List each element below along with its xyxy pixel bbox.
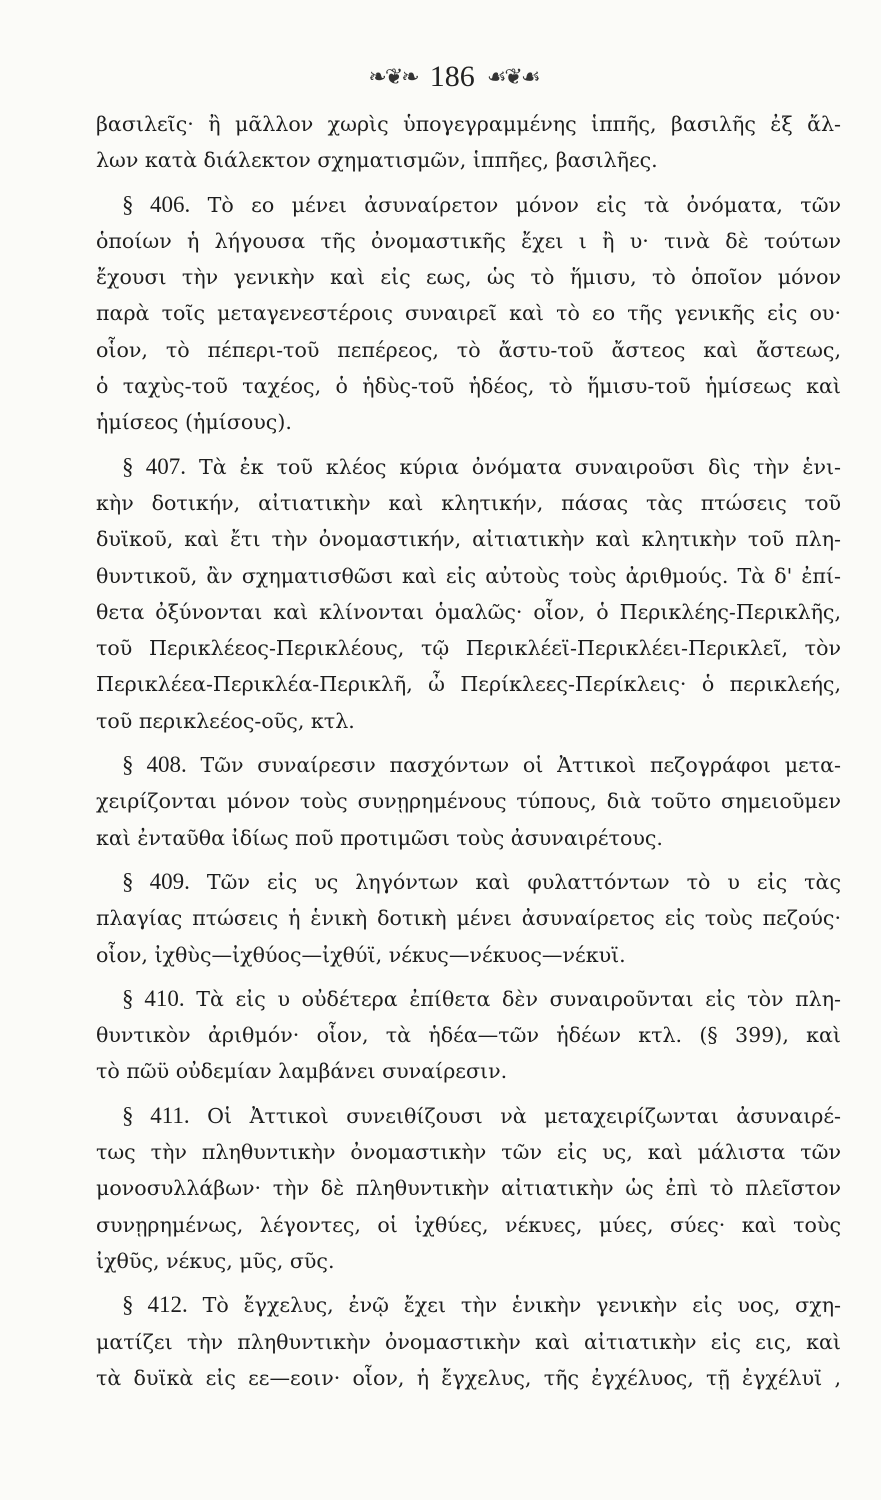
line-text: τοῦ Περικλέεος-Περικλέους, τῷ Περικλέεϊ-Περικλέει-Περικλεῖ, τὸν [96,636,841,661]
paragraph [96,747,841,856]
paragraph-gap [96,856,841,864]
body-text [96,106,841,1396]
paragraph [96,864,841,973]
line-text: ὁ ταχὺς-τοῦ ταχέος, ὁ ἡδὺς-τοῦ ἡδέος, τὸ ἥμισυ-τοῦ ἡμίσεως καὶ [96,374,841,399]
text-line [96,864,841,900]
line-text: τὸ πῶϋ οὐδεμίαν λαμβάνει συναίρεσιν. [96,1059,508,1084]
line-text: Τῶν εἰς υς ληγόντων καὶ φυλαττόντων τὸ υ εἰς τὰς [206,869,841,894]
line-text: βασιλεῖς· ἢ μᾶλλον χωρὶς ὑπογεγραμμένης ἱππῆς, βασιλῆς ἐξ ἄλ- [96,112,841,136]
line-text: θυντικοῦ, ἂν σχηματισθῶσι καὶ εἰς αὐτοὺς τοὺς ἀριθμούς. Τὰ δ' ἐπί- [96,563,841,588]
text-line [96,1207,841,1243]
line-text: τὰ δυϊκὰ εἰς εε—εοιν· οἷον, ἡ ἔγχελυς, τῆς ἐγχέλυος, τῇ ἐγχέλυϊ , [96,1365,841,1390]
line-text: πλαγίας πτώσεις ἡ ἑνικὴ δοτικὴ μένει ἀσυναίρετος εἰς τοὺς πεζούς· [96,906,841,931]
text-line [96,1360,841,1396]
line-text: λων κατὰ διάλεκτον σχηματισμῶν, ἱππῆες, βασιλῆες. [96,148,658,173]
text-line [96,1017,841,1053]
section-number: § 408. [122,752,187,778]
text-line [96,485,841,521]
text-line [96,558,841,594]
text-line [96,981,841,1017]
line-text: κὴν δοτικήν, αἰτιατικὴν καὶ κλητικήν, πάσας τὰς πτώσεις τοῦ [96,490,841,515]
line-text: τως τὴν πληθυντικὴν ὀνομαστικὴν τῶν εἰς υς, καὶ μάλιστα τῶν [96,1140,841,1165]
line-text: ματίζει τὴν πληθυντικὴν ὀνομαστικὴν καὶ αἰτιατικὴν εἰς εις, καὶ [96,1329,841,1354]
text-line [96,1324,841,1360]
text-line [96,404,841,440]
line-text: χειρίζονται μόνον τοὺς συνῃρημένους τύπους, διὰ τοῦτο σημειοῦμεν [96,789,841,814]
line-text: Τὰ εἰς υ οὐδέτερα ἐπίθετα δὲν συναιροῦνται εἰς τὸν πλη- [196,986,841,1011]
line-text: Τὸ εο μένει ἀσυναίρετον μόνον εἰς τὰ ὀνόματα, τῶν [207,192,841,217]
line-text: θετα ὀξύνονται καὶ κλίνονται ὁμαλῶς· οἷον, ὁ Περικλέης-Περικλῆς, [96,599,841,624]
section-number: § 410. [122,985,185,1011]
text-line [96,187,841,223]
text-line [96,1170,841,1206]
paragraph-gap [96,1090,841,1098]
text-line [96,223,841,259]
line-text: συνῃρημένως, λέγοντες, οἱ ἰχθύες, νέκυες, μύες, σύες· καὶ τοὺς [96,1212,841,1237]
section-number: § 412. [122,1292,188,1318]
section-number: § 409. [122,868,190,894]
line-text: τοῦ περικλεέος-οῦς, κτλ. [96,708,355,733]
text-line [96,900,841,936]
paragraph-gap [96,179,841,187]
line-text: Περικλέεα-Περικλέα-Περικλῆ, ὦ Περίκλεες-Περίκλεις· ὁ περικλεής, [96,672,841,697]
text-line [96,521,841,557]
text-line [96,747,841,783]
text-line [96,1134,841,1170]
paragraph [96,1098,841,1279]
section-number: § 411. [122,1102,190,1128]
text-line [96,820,841,856]
text-line [96,295,841,331]
line-text: οἷον, τὸ πέπερι-τοῦ πεπέρεος, τὸ ἄστυ-τοῦ ἄστεος καὶ ἄστεως, [96,337,841,362]
text-line [96,368,841,404]
line-text: Οἱ Ἀττικοὶ συνειθίζουσι νὰ μεταχειρίζωνται ἀσυναιρέ- [207,1103,841,1128]
line-text: ἰχθῦς, νέκυς, μῦς, σῦς. [96,1248,335,1273]
line-text: Τὸ ἔγχελυς, ἐνῷ ἔχει τὴν ἑνικὴν γενικὴν εἰς υος, σχη- [202,1293,841,1318]
section-number: § 407. [122,453,186,479]
paragraph [96,106,841,179]
text-line [96,1243,841,1279]
text-line [96,594,841,630]
paragraph [96,981,841,1090]
page-header [66,60,841,94]
text-line [96,1287,841,1323]
line-text: μονοσυλλάβων· τὴν δὲ πληθυντικὴν αἰτιατικὴν ὡς ἐπὶ τὸ πλεῖστον [96,1176,841,1201]
text-line [96,106,841,142]
line-text: ἡμίσεος (ἡμίσους). [96,410,292,435]
text-line [96,332,841,368]
paragraph-gap [96,441,841,449]
ornament-right-icon: ☙❦☙ [486,64,539,90]
line-text: ἔχουσι τὴν γενικὴν καὶ εἰς εως, ὡς τὸ ἥμισυ, τὸ ὁποῖον μόνον [96,265,841,290]
ornament-left-icon: ❧❦❧ [368,64,418,90]
text-line [96,449,841,485]
line-text: ὁποίων ἡ λήγουσα τῆς ὀνομαστικῆς ἔχει ι ἢ υ· τινὰ δὲ τούτων [96,228,841,253]
page-number: 186 [429,60,475,93]
line-text: θυντικὸν ἀριθμόν· οἷον, τὰ ἡδέα—τῶν ἡδέων κτλ. (§ 399), καὶ [96,1023,841,1048]
paragraph [96,1287,841,1396]
line-text: Τὰ ἐκ τοῦ κλέος κύρια ὀνόματα συναιροῦσι δὶς τὴν ἑνι- [198,454,841,479]
paragraph-gap [96,739,841,747]
line-text: οἷον, ἰχθὺς—ἰχθύος—ἰχθύϊ, νέκυς—νέκυος—νέκυϊ. [96,942,626,967]
paragraph-gap [96,973,841,981]
text-line [96,666,841,702]
paragraph [96,187,841,441]
text-line [96,783,841,819]
text-line [96,1053,841,1089]
line-text: Τῶν συναίρεσιν πασχόντων οἱ Ἀττικοὶ πεζογράφοι μετα- [200,753,841,778]
text-line [96,630,841,666]
text-line [96,1098,841,1134]
text-line [96,703,841,739]
section-number: § 406. [122,191,191,217]
line-text: καὶ ἐνταῦθα ἰδίως ποῦ προτιμῶσι τοὺς ἀσυναιρέτους. [96,825,663,850]
text-line [96,937,841,973]
line-text: παρὰ τοῖς μεταγενεστέροις συναιρεῖ καὶ τὸ εο τῆς γενικῆς εἰς ου· [96,301,841,326]
text-line [96,142,841,178]
paragraph [96,449,841,739]
line-text: δυϊκοῦ, καὶ ἔτι τὴν ὀνομαστικήν, αἰτιατικὴν καὶ κλητικὴν τοῦ πλη- [96,527,841,552]
text-line [96,259,841,295]
paragraph-gap [96,1279,841,1287]
